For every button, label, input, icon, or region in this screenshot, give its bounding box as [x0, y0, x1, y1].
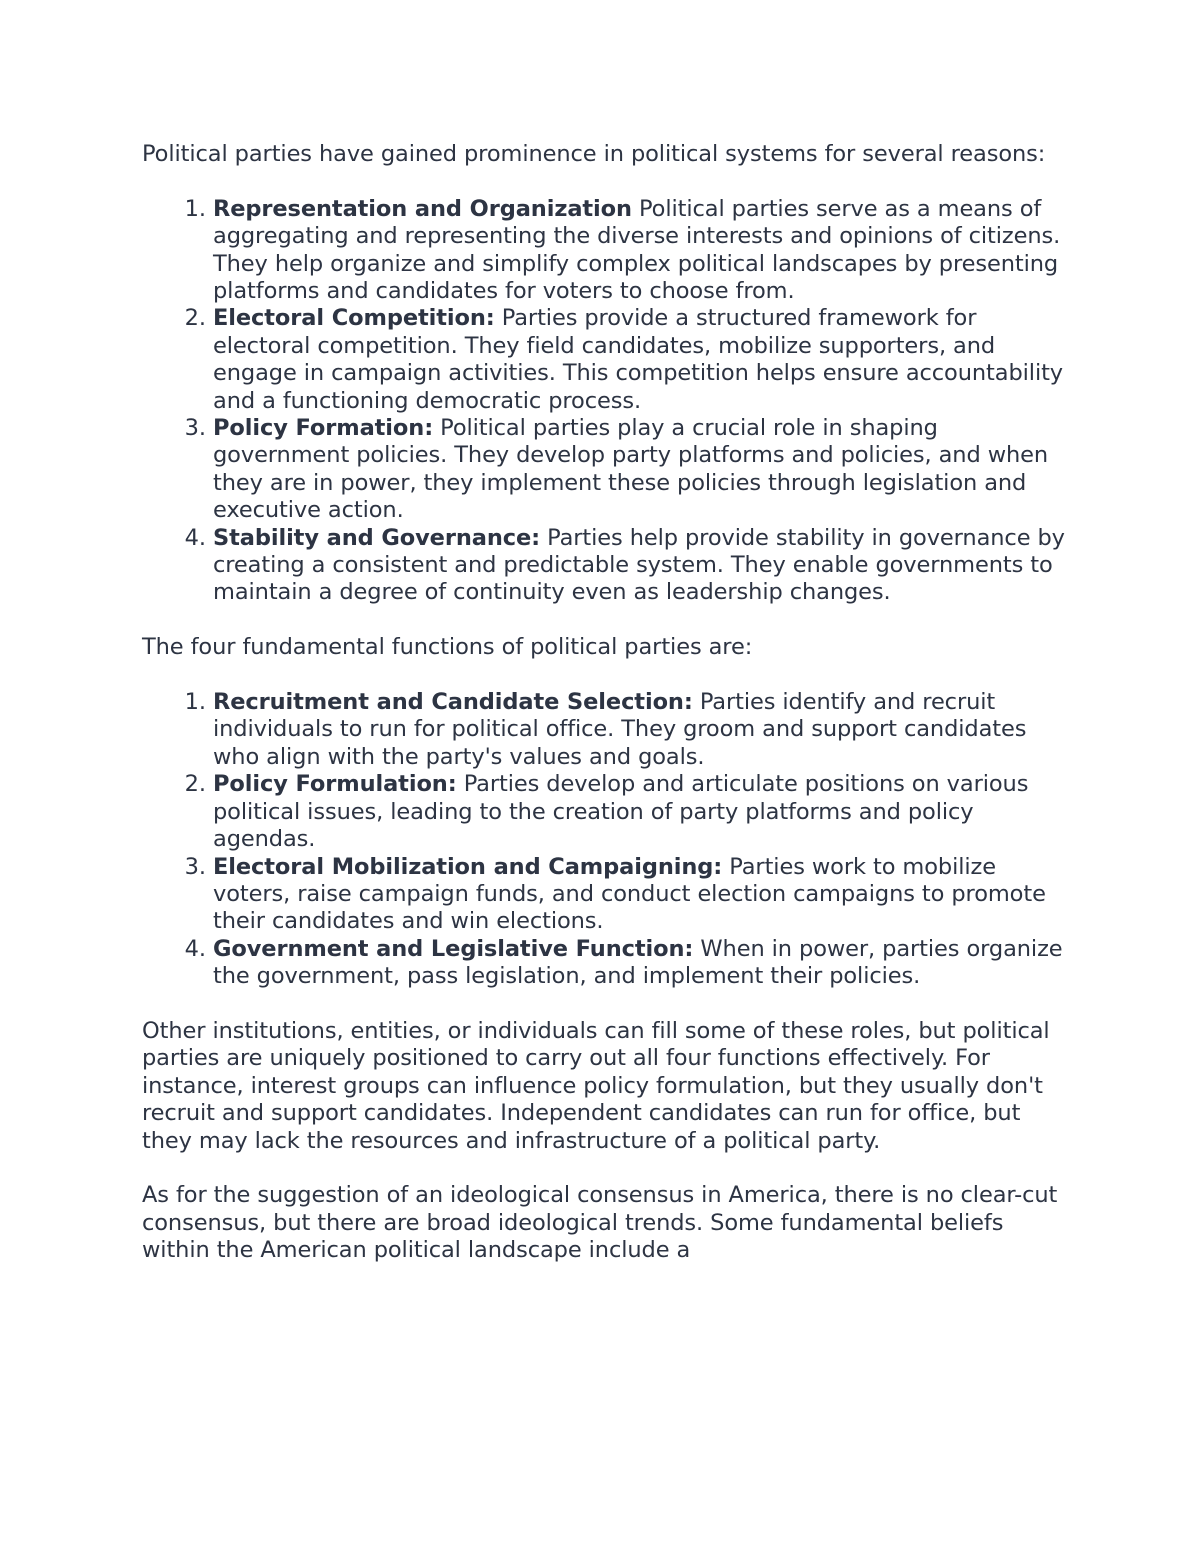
document-page	[142, 141, 1072, 1292]
list-item-term: Stability and Governance:	[213, 524, 541, 551]
list-item-term: Electoral Mobilization and Campaigning:	[213, 853, 723, 880]
list-item	[213, 689, 1072, 771]
list-item-term: Representation and Organization	[213, 195, 632, 222]
reasons-list	[142, 196, 1072, 607]
list-item-term: Electoral Competition:	[213, 305, 495, 332]
intro-paragraph-functions: The four fundamental functions of political parties are:	[142, 634, 753, 661]
body-paragraph-ideological-consensus: As for the suggestion of an ideological consensus in America, there is no clear-cut consensus, but there are broad ideological trends. Some fundamental beliefs within the American political landscape include a	[142, 1182, 1058, 1264]
intro-paragraph-reasons: Political parties have gained prominence in political systems for several reasons:	[142, 141, 1046, 167]
list-item-text: Parties work to mobilize voters, raise campaign funds, and conduct election campaigns to promote their candidates and win elections.	[213, 853, 1046, 935]
list-item	[213, 936, 1072, 991]
list-item-term: Policy Formulation:	[213, 771, 457, 798]
list-item-text: Parties identify and recruit individuals to run for political office. They groom and support candidates who align with the party's values and goals.	[213, 689, 1027, 770]
list-item-term: Policy Formation:	[213, 415, 434, 442]
list-item	[213, 854, 1072, 936]
list-item-text: Political parties serve as a means of aggregating and representing the diverse interests and opinions of citizens. They help organize and simplify complex political landscapes by presenting platforms and candidates for voters to choose from.	[213, 195, 1061, 305]
list-item-term: Government and Legislative Function:	[213, 935, 694, 962]
list-item-text: Parties help provide stability in governance by creating a consistent and predictable system. They enable governments to maintain a degree of continuity even as leadership changes.	[213, 524, 1065, 606]
body-paragraph-other-institutions: Other institutions, entities, or individuals can fill some of these roles, but political parties are uniquely positioned to carry out all four functions effectively. For instance, interest groups can influence policy formulation, but they usually don't recruit and support candidates. Independent candidates can run for office, but they may lack the resources and infrastructure of a political party.	[142, 1017, 1050, 1154]
list-item	[213, 305, 1072, 415]
list-item-text: When in power, parties organize the government, pass legislation, and implement their policies.	[213, 935, 1063, 990]
list-item-text: Parties develop and articulate positions on various political issues, leading to the creation of party platforms and policy agendas.	[213, 771, 1029, 853]
list-item-text: Parties provide a structured framework for electoral competition. They field candidates, mobilize supporters, and engage in campaign activities. This competition helps ensure accountability and a functioning democratic process.	[213, 305, 1064, 414]
list-item	[213, 525, 1072, 607]
list-item	[213, 771, 1072, 853]
list-item	[213, 415, 1072, 525]
list-item-term: Recruitment and Candidate Selection:	[213, 689, 693, 716]
functions-list	[142, 689, 1072, 990]
list-item-text: Political parties play a crucial role in shaping government policies. They develop party platforms and policies, and when they are in power, they implement these policies through legislation and executive action.	[213, 415, 1049, 524]
list-item	[213, 196, 1072, 306]
